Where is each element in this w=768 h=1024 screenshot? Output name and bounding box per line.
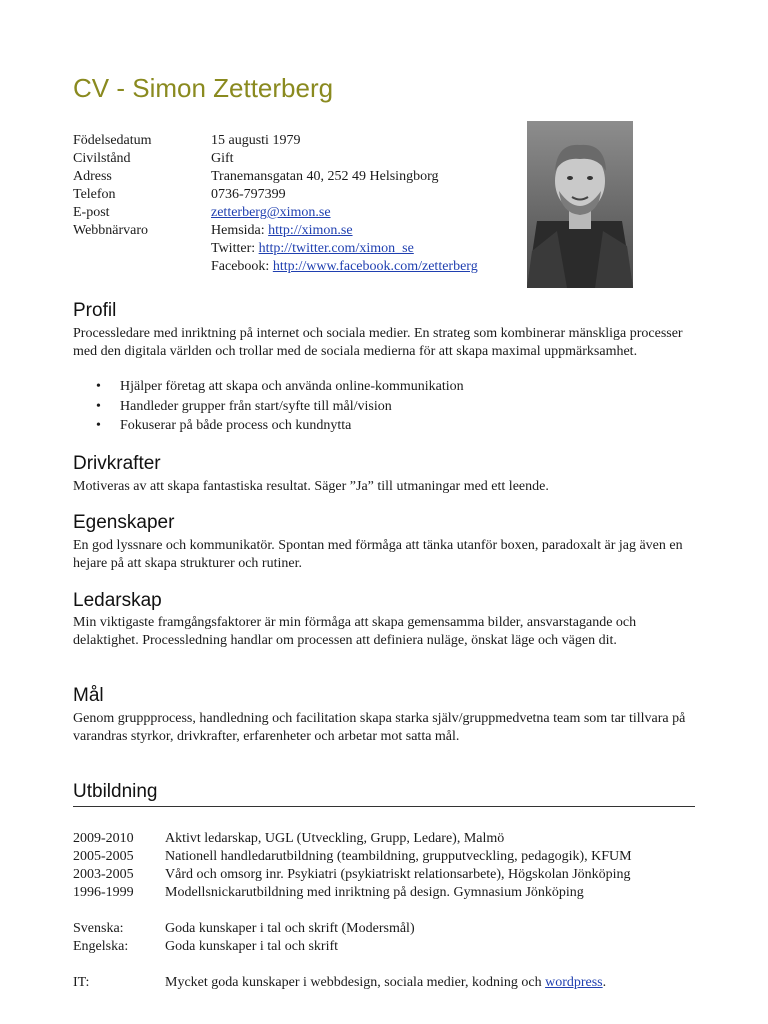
address-label: Adress (73, 169, 112, 184)
it-text: Mycket goda kunskaper i webbdesign, sociala medier, kodning och (165, 975, 546, 990)
education-row: 2009-2010 Aktivt ledarskap, UGL (Utveckling, Grupp, Ledare), Malmö (73, 831, 505, 846)
address-value: Tranemansgatan 40, 252 49 Helsingborg (211, 169, 439, 184)
facebook-link[interactable]: http://www.facebook.com/zetterberg (272, 259, 478, 274)
languages-list (73, 920, 415, 956)
drivkrafter-text: Motiveras av att skapa fantastiska resultat. Säger ”Ja” till utmaningar med ett leende. (73, 479, 549, 494)
profil-text: Processledare med inriktning på internet och sociala medier. En strateg som kombinerar mänskliga processer med den digitala världen och trollar med de sociala medierna för att skapa maximal uppmärksamhet. (73, 326, 683, 359)
wordpress-link[interactable]: wordpress (545, 975, 603, 990)
language-row: Svenska: Goda kunskaper i tal och skrift (Modersmål) (73, 921, 415, 936)
it-label: IT: (73, 975, 90, 990)
phone-value: 0736-797399 (211, 187, 286, 202)
birth-label: Födelsedatum (73, 133, 152, 148)
drivkrafter-heading: Drivkrafter (73, 453, 161, 474)
web-label: Webbnärvaro (73, 223, 149, 238)
section-divider (73, 806, 695, 807)
profile-photo (527, 121, 633, 288)
egenskaper-heading: Egenskaper (73, 512, 175, 533)
facebook-prefix: Facebook: (211, 259, 273, 274)
education-list (73, 830, 632, 902)
profil-heading: Profil (73, 300, 117, 321)
list-item: • Fokuserar på både process och kundnytta (96, 418, 352, 433)
ledarskap-heading: Ledarskap (73, 590, 162, 611)
education-row: 2003-2005 Vård och omsorg inr. Psykiatri (psykiatriskt relationsarbete), Högskolan Jönköping (73, 867, 631, 882)
list-item: • Handleder grupper från start/syfte till mål/vision (96, 398, 392, 414)
page-title: CV - Simon Zetterberg (73, 73, 334, 103)
egenskaper-text: En god lyssnare och kommunikatör. Spontan med förmåga att tänka utanför boxen, paradoxalt är jag även en hejare på att skapa strukturer och rutiner. (73, 538, 683, 571)
mal-text: Genom gruppprocess, handledning och facilitation skapa starka själv/gruppmedvetna team som tar tillvara på varandras styrkor, drivkrafter, erfarenheter och arbetar mot satta mål. (73, 711, 686, 744)
it-row: IT: Mycket goda kunskaper i webbdesign, sociala medier, kodning och wordpress. (73, 975, 607, 990)
birth-value: 15 augusti 1979 (211, 133, 301, 148)
language-row: Engelska: Goda kunskaper i tal och skrift (73, 939, 339, 954)
education-row: 2005-2005 Nationell handledarutbildning (teambildning, grupputveckling, pedagogik), KFUM (73, 849, 632, 864)
mal-heading: Mål (73, 685, 104, 706)
phone-label: Telefon (73, 187, 116, 202)
profil-bullets (96, 378, 464, 437)
email-link[interactable]: zetterberg@ximon.se (211, 205, 331, 220)
education-row: 1996-1999 Modellsnickarutbildning med inriktning på design. Gymnasium Jönköping (73, 885, 584, 900)
email-label: E-post (73, 205, 110, 220)
civil-label: Civilstånd (73, 151, 131, 166)
homepage-link[interactable]: http://ximon.se (268, 223, 353, 238)
twitter-prefix: Twitter: (211, 241, 259, 256)
portrait-image (527, 121, 633, 288)
ledarskap-text: Min viktigaste framgångsfaktorer är min förmåga att skapa gemensamma bilder, ansvarstagande och delaktighet. Processledning handlar om processen att definiera nuläge, önskat läge och vägen dit. (73, 615, 637, 648)
civil-value: Gift (211, 151, 234, 166)
personal-info (73, 132, 478, 276)
twitter-link[interactable]: http://twitter.com/ximon_se (258, 241, 414, 256)
list-item: • Hjälper företag att skapa och använda online-kommunikation (96, 379, 464, 394)
homepage-prefix: Hemsida: (211, 223, 269, 238)
utbildning-heading: Utbildning (73, 781, 158, 802)
